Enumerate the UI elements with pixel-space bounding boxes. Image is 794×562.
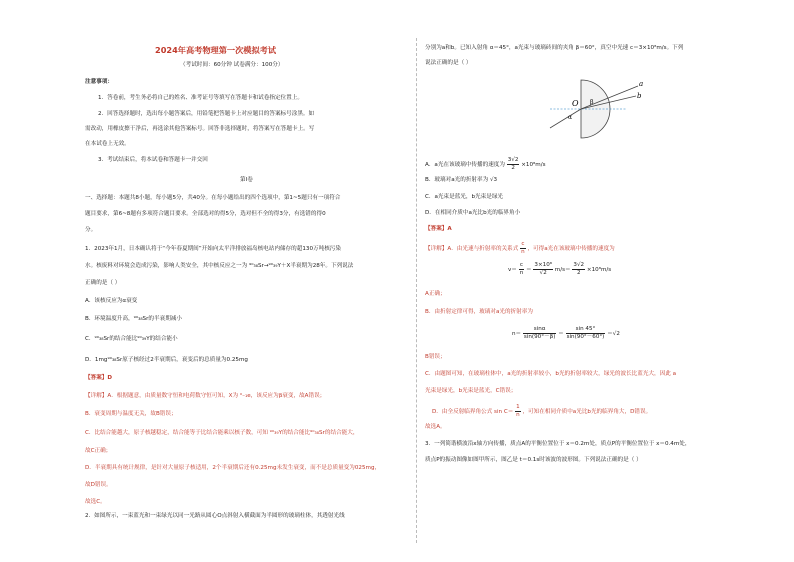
q2-explanation-d-fraction bbox=[515, 404, 521, 419]
equation-speed-frac-3-den: 2 bbox=[576, 270, 581, 276]
note-2-line-1: 2．回答选择题时，选出每小题答案后，用铅笔把答题卡上对应题目的答案标号涂黑。如 bbox=[98, 111, 315, 117]
q2-explanation-a-fraction bbox=[520, 241, 526, 256]
exam-title: 2024年高考物理第一次模拟考试 bbox=[155, 45, 277, 55]
q2-explanation-a-tail: ，可得a光在该玻璃中传播的速度为 bbox=[527, 246, 615, 252]
equation-speed-frac-1-num: c bbox=[519, 262, 523, 268]
notes-heading: 注意事项： bbox=[85, 79, 113, 85]
q1-explanation-d-end: 故D错误。 bbox=[85, 482, 112, 488]
q2-option-a-text: A．a光在该玻璃中传播的速度为 bbox=[425, 162, 505, 168]
equation-index-equals: ＝ bbox=[558, 331, 564, 337]
q2-option-a-fraction bbox=[507, 157, 520, 172]
note-2-line-3: 在本试卷上无效。 bbox=[85, 141, 130, 147]
q2-explanation-a-text: 【详解】A．由光速与折射率的关系式 bbox=[425, 246, 519, 252]
q1-option-d: D．1mg⁹⁰₃₈Sr原子核经过2半衰期后，衰变后的总质量为0.25mg bbox=[85, 357, 248, 363]
q2-explanation-d bbox=[432, 404, 651, 419]
q2-line-1: 2．如图所示，一束蓝光和一束绿光以同一光路从圆心O点斜射入横截面为半圆形的玻璃柱体，其透射光线 bbox=[85, 513, 345, 519]
equation-speed-frac-2 bbox=[533, 262, 553, 277]
q1-answer: 【答案】D bbox=[85, 375, 113, 381]
q2-answer: 【答案】A bbox=[425, 226, 452, 232]
equation-speed-frac-2-den: √2 bbox=[539, 270, 547, 276]
section-1-line-3: 分。 bbox=[85, 227, 97, 233]
q1-selection: 故选C。 bbox=[85, 499, 106, 505]
section-1-line-1: 一、选择题：本题共8小题，每小题5分，共40分。在每小题给出的四个选项中，第1~5题只有一项符合 bbox=[85, 195, 341, 201]
equation-index-frac-1-num: sinα bbox=[523, 326, 556, 334]
equation-speed-frac-1 bbox=[519, 262, 525, 277]
q2-explanation-a bbox=[425, 241, 615, 256]
q1-line-2: 水。核废料对环境会造成污染，影响人类安全，其中核反应之一为 ⁹⁰₃₈Sr→⁹⁰₃₉Y＋X半衰期为28年。下列说法 bbox=[85, 263, 354, 269]
q2-line-2: 分别为a和b。已知入射角 α＝45°，a光束与玻璃砖间的夹角 β＝60°，真空中光速 c＝3×10⁸m/s。下列 bbox=[425, 45, 684, 51]
equation-index-frac-1 bbox=[523, 326, 556, 341]
label-beta: β bbox=[590, 99, 594, 106]
equation-speed-frac-3 bbox=[572, 262, 585, 277]
equation-speed-unit: m/s＝ bbox=[554, 267, 571, 273]
q2-option-d: D．在相同介质中a光比b光的临界角小 bbox=[425, 210, 521, 216]
label-alpha: α bbox=[568, 114, 573, 121]
exam-info: （考试时间：60分钟 试卷满分：100分） bbox=[180, 62, 284, 68]
q1-explanation-d: D．半衰期具有统计规律，是针对大量原子核适用，2个半衰期后还有0.25mg未发生衰变，而不是总质量变为025mg， bbox=[85, 465, 381, 471]
section-1-line-2: 题目要求，第6~8题有多项符合题目要求。全部选对的得5分，选对但不全的得3分，有选错的得0 bbox=[85, 211, 326, 217]
refraction-figure bbox=[540, 72, 670, 150]
q2-selection: 故选A。 bbox=[425, 424, 446, 430]
equation-index-tail: ＝√2 bbox=[607, 331, 620, 337]
q2-line-3: 说法正确的是（ ） bbox=[425, 60, 472, 66]
q2-explanation-c-line-2: 光束是绿光，b光束是蓝光，C错误； bbox=[425, 388, 517, 394]
label-a: a bbox=[639, 80, 644, 88]
q2-b-wrong: B错误； bbox=[425, 354, 446, 360]
equation-index-frac-2-den: sin(90°－60°) bbox=[566, 334, 605, 340]
equation-index-frac-2-num: sin 45° bbox=[566, 326, 606, 334]
q1-explanation-c: C．比结合能越大，原子核越稳定，结合能等于比结合能乘以核子数，可知 ⁹⁰₃₉Y的结合能比⁹⁰₃₈Sr的结合能大， bbox=[85, 430, 359, 436]
q2-explanation-d-tail: ，可知在相同介质中a光比b光的临界角大，D错误。 bbox=[522, 409, 652, 415]
q2-option-b: B．玻璃对a光的折射率为 √3 bbox=[425, 177, 498, 183]
q3-line-1: 3．一列简谐横波沿x轴方向传播，质点A的平衡位置位于 x＝0.2m处，质点P的平衡位置位于 x＝0.4m处， bbox=[425, 441, 691, 447]
equation-index-lhs: n＝ bbox=[512, 331, 522, 337]
q2-option-c: C．a光束是蓝光，b光束是绿光 bbox=[425, 194, 504, 200]
equation-speed-lhs: v＝ bbox=[508, 267, 517, 273]
q2-explanation-b: B．由折射定律可得，玻璃对a光的折射率为 bbox=[425, 309, 533, 315]
q1-line-3: 正确的是（ ） bbox=[85, 280, 121, 286]
q1-explanation-b: B．衰变周期与温度无关，故B错误； bbox=[85, 411, 177, 417]
q2-option-a-denominator: 2 bbox=[511, 165, 515, 171]
equation-speed-frac-3-num: 3√2 bbox=[573, 262, 585, 268]
label-o: O bbox=[572, 99, 579, 108]
q2-explanation-a-numerator: c bbox=[521, 241, 525, 247]
equation-speed bbox=[508, 262, 611, 277]
equation-index-frac-2 bbox=[566, 326, 606, 341]
q2-option-a-numerator: 3√2 bbox=[507, 157, 519, 163]
q2-explanation-a-denominator: n bbox=[521, 249, 525, 255]
q1-option-c: C．⁹⁰₃₈Sr的结合能比⁹⁰₃₉Y的结合能小 bbox=[85, 336, 178, 342]
equation-index-frac-1-den: sin(90°－β) bbox=[523, 334, 556, 340]
q1-line-1: 1．2023年1月，日本确认将于“今年春夏期间”开始向太平洋排放福岛核电站内储存的超130万吨核污染 bbox=[85, 246, 341, 252]
q1-explanation-a: 【详解】A．根据题意，由质量数守恒和电荷数守恒可知，X为 ⁰₋₁e，该反应为β衰变，故A错误； bbox=[85, 393, 326, 399]
q2-explanation-d-denominator: n bbox=[516, 412, 520, 418]
note-1: 1．答卷前，考生务必将自己的姓名、准考证号等填写在答题卡和试卷指定位置上。 bbox=[98, 95, 303, 101]
q2-explanation-d-text: D．由全反射临界角公式 sin C＝ bbox=[432, 409, 514, 415]
equation-speed-equals: ＝ bbox=[526, 267, 532, 273]
q2-a-correct: A正确； bbox=[425, 291, 446, 297]
q1-option-b: B．环境温度升高，⁹⁰₃₈Sr的半衰期减小 bbox=[85, 316, 182, 322]
equation-index bbox=[512, 326, 620, 341]
equation-speed-frac-2-num: 3×10⁸ bbox=[534, 262, 553, 268]
q2-option-a bbox=[425, 157, 546, 172]
volume-heading: 第Ⅰ卷 bbox=[240, 177, 253, 183]
equation-speed-frac-1-den: n bbox=[519, 270, 524, 276]
label-b: b bbox=[637, 92, 642, 100]
note-3: 3．考试结束后，将本试卷和答题卡一并交回 bbox=[98, 157, 208, 163]
q1-explanation-c-end: 故C正确； bbox=[85, 448, 112, 454]
q2-explanation-d-numerator: 1 bbox=[516, 404, 520, 410]
q3-line-2: 质点P的振动图像如图甲所示，图乙是 t＝0.1s时该波的波形图。下列说法正确的是（ ） bbox=[425, 457, 642, 463]
equation-speed-tail: ×10⁸m/s bbox=[586, 267, 612, 273]
column-divider bbox=[416, 38, 417, 543]
q1-option-a: A．该核反应为α衰变 bbox=[85, 298, 138, 304]
q2-explanation-c-line-1: C．由题图可知，在玻璃柱体中，a光的折射率较小，b光的折射率较大，绿光的波长比蓝光大，因此 a bbox=[425, 371, 677, 377]
incident-ray bbox=[550, 109, 581, 128]
note-2-line-2: 需改动，用橡皮擦干净后，再选涂其他答案标号。回答非选择题时，将答案写在答题卡上。写 bbox=[85, 126, 315, 132]
q2-option-a-unit: ×10⁸m/s bbox=[521, 162, 546, 168]
